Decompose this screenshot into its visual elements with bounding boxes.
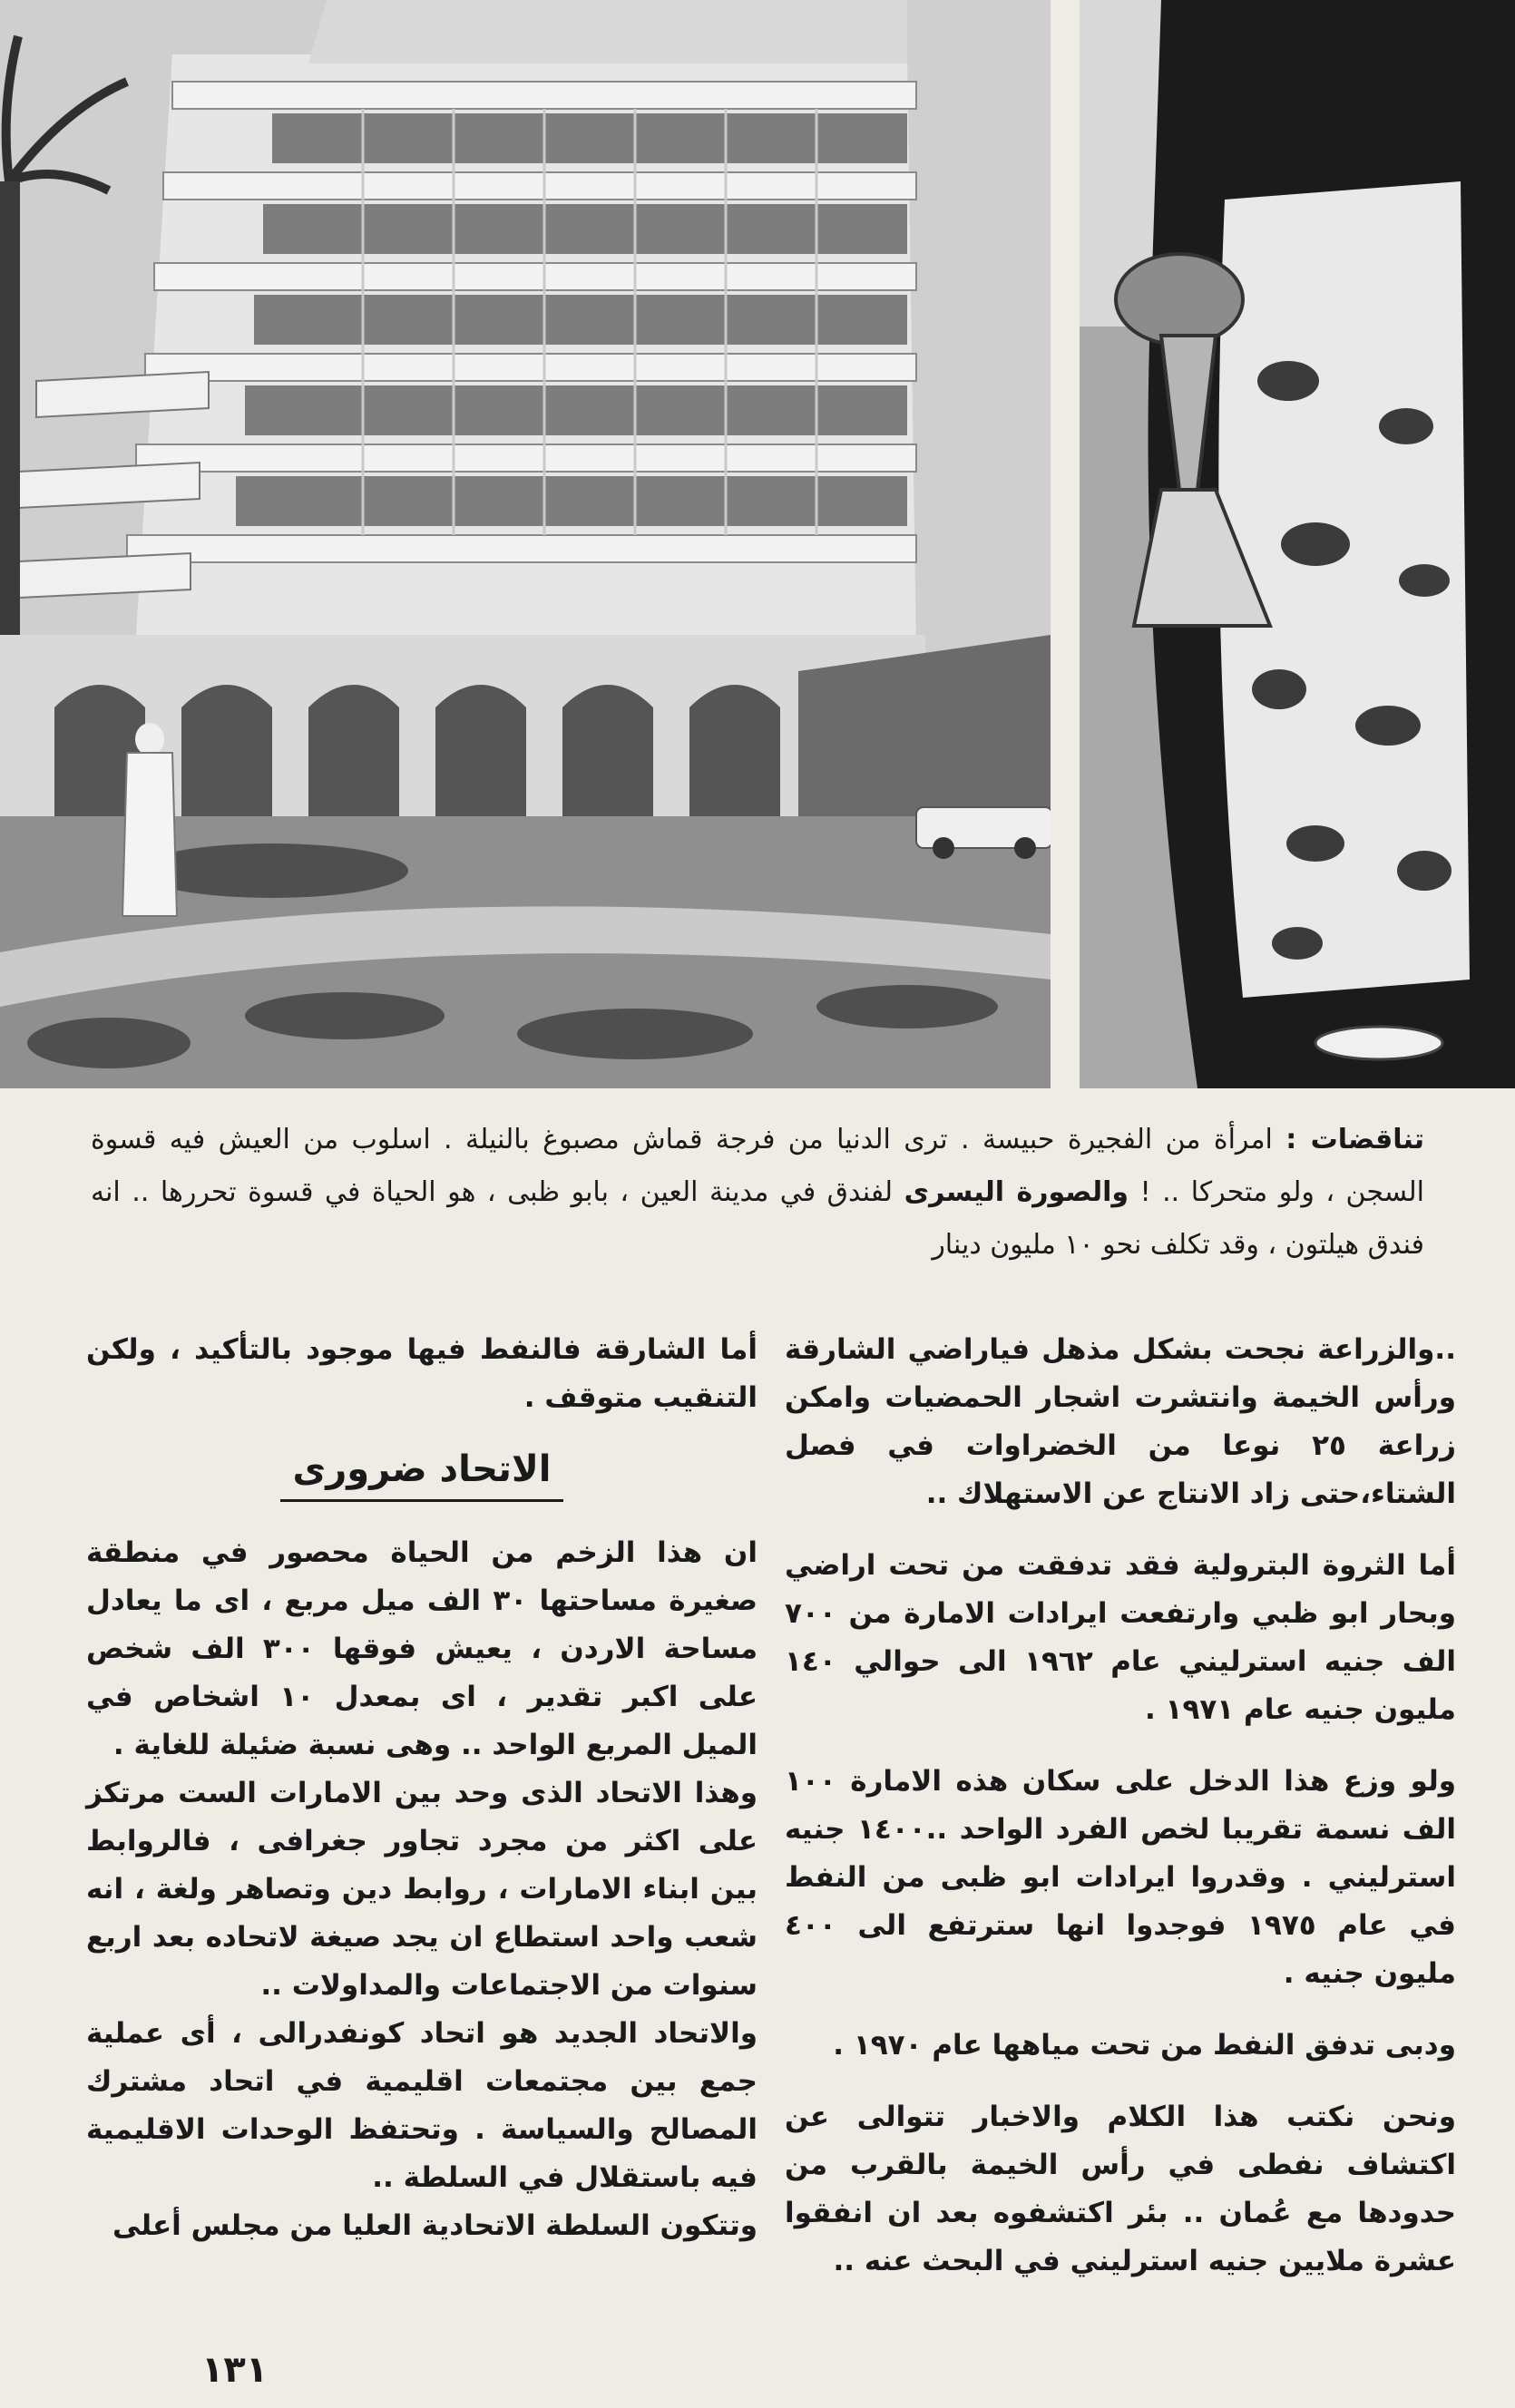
article-column-left xyxy=(86,1326,758,2250)
woman-photo-image xyxy=(1080,0,1515,1088)
section-heading xyxy=(86,1446,758,1502)
caption-text-1: امرأة من الفجيرة حبيسة . ترى الدنيا من فرجة قماش مصبوغ بالنيلة . اسلوب من العيش فيه قسوة السجن ، ولو متحركا .. ! xyxy=(91,1124,1424,1208)
paragraph-dubai-oil: ودبى تدفق النفط من تحت مياهها عام ١٩٧٠ . xyxy=(833,2029,1456,2062)
woman-photo xyxy=(1080,0,1515,1088)
paragraph-union-ties: وهذا الاتحاد الذى وحد بين الامارات الست مرتكز على اكثر من مجرد تجاور جغرافى ، فالروابط بين ابناء الامارات ، روابط دين وتصاهر ولغة ، انه شعب واحد استطاع ان يجد صيغة لاتحاده بعد اربع سنوات من الاجتماعات والمداولات .. xyxy=(86,1777,758,2002)
page-number: ١٣١ xyxy=(201,2349,269,2391)
paragraph-income-distribution: ولو وزع هذا الدخل على سكان هذه الامارة ١٠٠ الف نسمة تقريبا لخص الفرد الواحد ..١٤٠٠ جنيه استرليني . وقدروا ايرادات ابو ظبى من النفط في عام ١٩٧٥ فوجدوا انها سترتفع الى ٤٠٠ مليون جنيه . xyxy=(785,1765,1456,1990)
article-column-right xyxy=(785,1326,1456,2286)
caption-text-2: لفندق في مدينة العين ، بابو ظبى ، هو الحياة في قسوة تحررها .. انه فندق هيلتون ، وقد تكلف نحو ١٠ مليون دينار xyxy=(91,1176,1424,1261)
section-heading-text: الاتحاد ضرورى xyxy=(280,1446,564,1502)
caption-emphasis: والصورة اليسرى xyxy=(904,1176,1129,1208)
hotel-photo xyxy=(0,0,1051,1088)
paragraph-agriculture: ..والزراعة نجحت بشكل مذهل فياراضي الشارقة ورأس الخيمة وانتشرت اشجار الحمضيات وامكن زراعة ٢٥ نوعا من الخضراوات في فصل الشتاء،حتى زاد الانتاج عن الاستهلاك .. xyxy=(785,1333,1456,1510)
paragraph-sharjah-oil: أما الشارقة فالنفط فيها موجود بالتأكيد ، ولكن التنقيب متوقف . xyxy=(86,1333,758,1414)
photo-caption xyxy=(91,1114,1424,1272)
caption-label: تناقضات : xyxy=(1285,1124,1424,1155)
paragraph-oil-wealth: أما الثروة البترولية فقد تدفقت من تحت اراضي وبحار ابو ظبي وارتفعت ايرادات الامارة من ٧٠٠ الف جنيه استرليني عام ١٩٦٢ الى حوالي ١٤٠ مليون جنيه عام ١٩٧١ . xyxy=(785,1549,1456,1726)
paragraph-ras-al-khaimah: ونحن نكتب هذا الكلام والاخبار تتوالى عن اكتشاف نفطى في رأس الخيمة بالقرب من حدودها مع عُمان .. بئر اكتشفوه بعد ان انفقوا عشرة ملايين جنيه استرليني في البحث عنه .. xyxy=(785,2101,1456,2277)
paragraph-confederation: والاتحاد الجديد هو اتحاد كونفدرالى ، أى عملية جمع بين مجتمعات اقليمية في اتحاد مشترك المصالح والسياسة . وتحتفظ الوحدات الاقليمية فيه باستقلال في السلطة .. xyxy=(86,2017,758,2194)
hotel-photo-image xyxy=(0,0,1051,1088)
paragraph-area-population: ان هذا الزخم من الحياة محصور في منطقة صغيرة مساحتها ٣٠ الف ميل مربع ، اى ما يعادل مساحة الاردن ، يعيش فوقها ٣٠٠ الف شخص على اكبر تقدير ، اى بمعدل ١٠ اشخاص في الميل المربع الواحد .. وهى نسبة ضئيلة للغاية . xyxy=(86,1536,758,1761)
paragraph-supreme-council: وتتكون السلطة الاتحادية العليا من مجلس أعلى xyxy=(112,2209,758,2242)
